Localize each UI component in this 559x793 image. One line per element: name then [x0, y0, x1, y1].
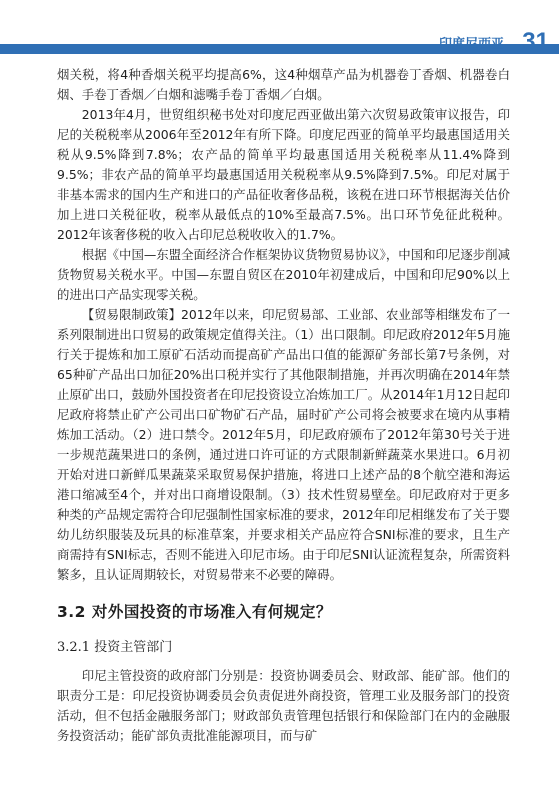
body-text — [57, 65, 510, 585]
subsection-heading: 3.2.1 投资主管部门 — [57, 640, 173, 655]
paragraph-china-asean: 根据《中国—东盟全面经济合作框架协议货物贸易协议》，中国和印尼逐步削减货物贸易关税水平。中国—东盟自贸区在2010年初建成后，中国和印尼90%以上的进出口产品实现零关税。 — [57, 247, 510, 302]
paragraph-trade-restriction: 【贸易限制政策】2012年以来，印尼贸易部、工业部、农业部等相继发布了一系列限制进出口贸易的政策规定值得关注。（1）出口限制。印尼政府2012年5月施行关于提炼和加工原矿石活动而提高矿产品出口值的能源矿务部长第7号条例，对65种矿产品出口加征20%出口税并实行了其他限制措施，并再次明确在2014年禁止原矿出口，鼓励外国投资者在印尼投资设立冶炼加工厂。从2014年1月12日起印尼政府将禁止矿产公司出口矿物矿石产品，届时矿产公司将会被要求在境内从事精炼加工活动。（2）进口禁令。2012年5月，印尼政府颁布了2012年第30号关于进一步规范蔬果进口的条例，通过进口许可证的方式限制新鲜蔬菜水果进口。6月初开始对进口新鲜瓜果蔬菜采取贸易保护措施，将进口上述产品的8个航空港和海运港口缩减至4个，并对出口商增设限制。（3）技术性贸易壁垒。印尼政府对于更多种类的产品规定需符合印尼强制性国家标准的要求，2012年印尼相继发布了关于婴幼儿纺织服装及玩具的标准草案，并要求相关产品应符合SNI标准的要求，且生产商需持有SNI标志，否则不能进入印尼市场。由于印尼SNI认证流程复杂，所需资料繁多，且认证周期较长，对贸易带来不必要的障碍。 — [57, 307, 510, 582]
paragraph-investment-authority: 印尼主管投资的政府部门分别是：投资协调委员会、财政部、能矿部。他们的职责分工是：印尼投资协调委员会负责促进外商投资，管理工业及服务部门的投资活动，但不包括金融服务部门；财政部负责管理包括银行和保险部门在内的金融服务投资活动；能矿部负责批准能源项目，而与矿 — [57, 668, 510, 743]
header-rule — [0, 52, 559, 54]
running-header-country: 印度尼西亚 — [438, 36, 504, 51]
paragraph-tobacco-tax: 烟关税，将4种香烟关税平均提高6%，这4种烟草产品为机器卷丁香烟、机器卷白烟、手卷丁香烟／白烟和滤嘴手卷丁香烟／白烟。 — [57, 67, 510, 102]
page-number: 31 — [522, 28, 549, 55]
section-body — [57, 666, 510, 746]
section-heading: 3.2 对外国投资的市场准入有何规定？ — [57, 603, 332, 621]
paragraph-wto-review: 2013年4月，世贸组织秘书处对印度尼西亚做出第六次贸易政策审议报告，印尼的关税税率从2006年至2012年有所下降。印度尼西亚的简单平均最惠国适用关税从9.5%降到7.8%；农产品的简单平均最惠国适用关税税率从11.4%降到9.5%；非农产品的简单平均最惠国适用关税税率从9.5%降到7.5%。印尼对属于非基本需求的国内生产和进口的产品征收奢侈品税，该税在进口环节根据海关估价加上进口关税征收，税率从最低点的10%至最高7.5%。出口环节免征此税种。2012年该奢侈税的收入占印尼总税收收入的1.7%。 — [57, 107, 510, 242]
